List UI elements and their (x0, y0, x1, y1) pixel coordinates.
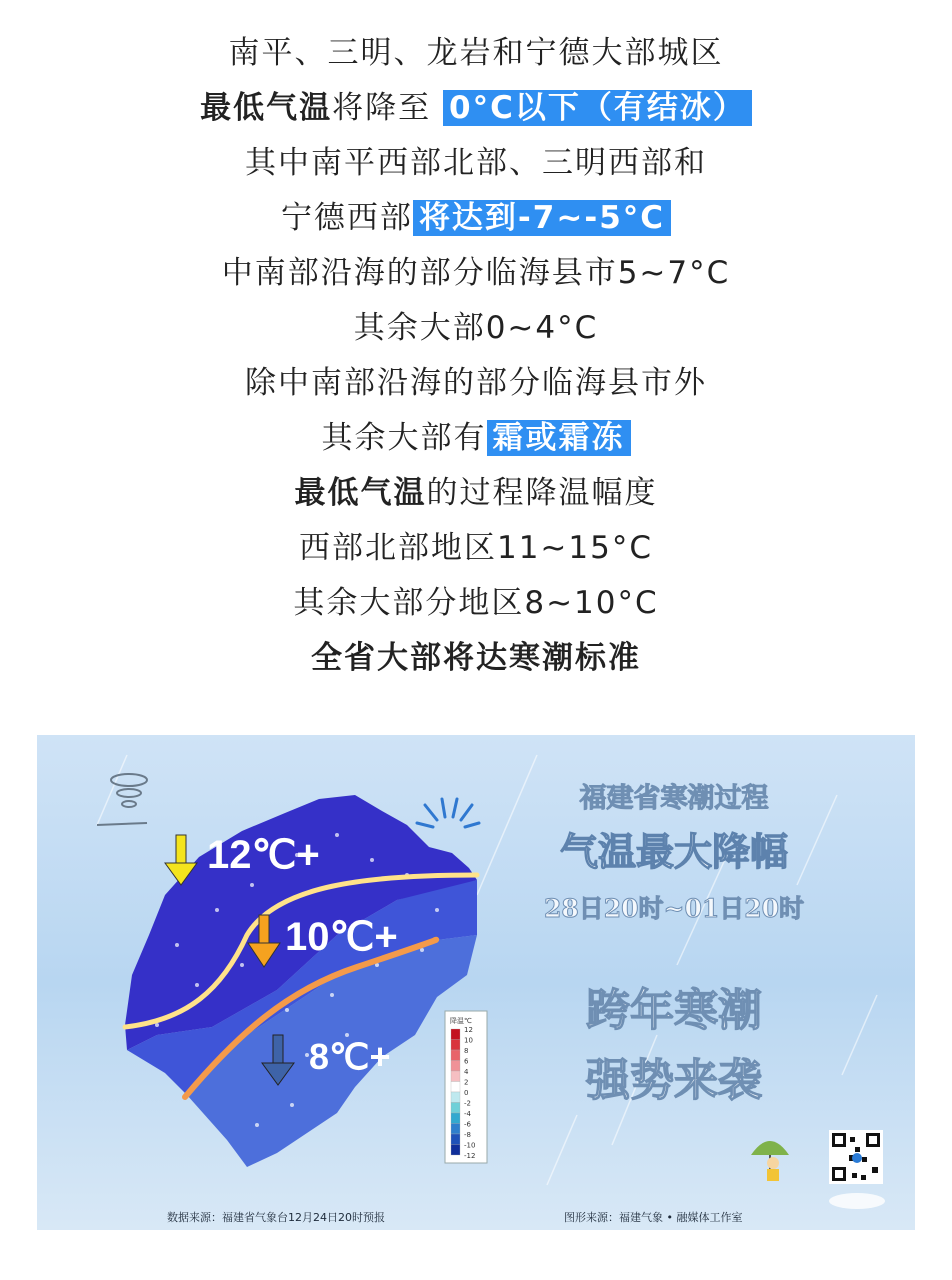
legend-tick-label: 2 (464, 1078, 469, 1087)
legend-tick-label: -10 (464, 1141, 476, 1150)
poster-graphic (37, 735, 915, 1230)
legend-tick-label: -12 (464, 1152, 476, 1160)
legend-swatch (451, 1029, 460, 1040)
legend-tick-label: 10 (464, 1036, 473, 1045)
legend-swatch (451, 1082, 460, 1093)
line-3-text: 其中南平西部北部、三明西部和 (245, 145, 707, 181)
legend-tick-label: -4 (464, 1110, 471, 1118)
temperature-legend (445, 1011, 487, 1163)
zone-label-8c: 8℃+ (309, 1036, 391, 1077)
text-line-5 (0, 246, 952, 301)
poster-period: 28日20时~01日20时 (543, 894, 805, 923)
line-12-text: 全省大部将达寒潮标准 (311, 640, 641, 676)
legend-tick-label: 12 (464, 1026, 473, 1034)
line-2-text: 将降至 (332, 90, 444, 126)
text-line-2 (0, 81, 952, 136)
poster-title-1: 福建省寒潮过程 (579, 783, 769, 814)
line-6-text: 其余大部0~4°C (353, 310, 599, 346)
legend-swatches (451, 1029, 460, 1155)
text-line-9 (0, 466, 952, 521)
legend-tick-label: -2 (464, 1099, 471, 1108)
zone-label-10c: 10℃+ (285, 915, 398, 959)
line-8-text: 其余大部有 (321, 420, 487, 456)
legend-title: 降温℃ (450, 1017, 472, 1025)
article-text (0, 26, 952, 686)
legend-swatch (451, 1145, 460, 1156)
line-2-highlight: 0°C以下（有结冰） (443, 90, 752, 126)
source-right: 图形来源：福建气象 • 融媒体工作室 (564, 1211, 743, 1224)
line-4-text: 宁德西部 (280, 200, 413, 236)
legend-tick-label: 0 (464, 1089, 469, 1097)
legend-swatch (451, 1040, 460, 1051)
line-11-text: 其余大部分地区8~10°C (293, 585, 659, 621)
legend-swatch (451, 1134, 460, 1145)
text-line-3 (0, 136, 952, 191)
legend-tick-label: 4 (464, 1068, 469, 1076)
legend-swatch (451, 1113, 460, 1124)
line-10-text: 西部北部地区11~15°C (298, 530, 653, 566)
qr-code (829, 1130, 883, 1184)
cold-wave-poster (37, 735, 915, 1230)
line-9-bold: 最低气温 (294, 475, 427, 511)
text-line-4 (0, 191, 952, 246)
line-1-text: 南平、三明、龙岩和宁德大部城区 (228, 35, 724, 71)
legend-swatch (451, 1124, 460, 1135)
legend-tick-label: 6 (464, 1057, 469, 1066)
legend-tick-label: -6 (464, 1120, 471, 1129)
poster-slogan-2: 强势来袭 (586, 1055, 762, 1106)
text-line-10 (0, 521, 952, 576)
text-line-12 (0, 631, 952, 686)
brand-logo-icon (829, 1193, 885, 1209)
legend-swatch (451, 1092, 460, 1103)
line-5-text: 中南部沿海的部分临海县市5~7°C (221, 255, 731, 291)
poster-title-2: 气温最大降幅 (559, 829, 789, 874)
line-9-text: 的过程降温幅度 (426, 475, 658, 511)
text-line-6 (0, 301, 952, 356)
legend-swatch (451, 1050, 460, 1061)
source-left: 数据来源：福建省气象台12月24日20时预报 (167, 1211, 385, 1224)
text-line-11 (0, 576, 952, 631)
line-4-highlight: 将达到-7~-5°C (413, 200, 671, 236)
line-7-text: 除中南部沿海的部分临海县市外 (245, 365, 707, 401)
zone-label-12c: 12℃+ (207, 833, 320, 877)
legend-swatch (451, 1103, 460, 1114)
poster-slogan-1: 跨年寒潮 (586, 985, 762, 1036)
text-line-7 (0, 356, 952, 411)
legend-swatch (451, 1061, 460, 1072)
legend-tick-label: 8 (464, 1047, 469, 1055)
text-line-8 (0, 411, 952, 466)
line-2-bold: 最低气温 (200, 90, 333, 126)
text-line-1 (0, 26, 952, 81)
legend-tick-label: -8 (464, 1131, 471, 1139)
legend-swatch (451, 1071, 460, 1082)
line-8-highlight: 霜或霜冻 (487, 420, 631, 456)
